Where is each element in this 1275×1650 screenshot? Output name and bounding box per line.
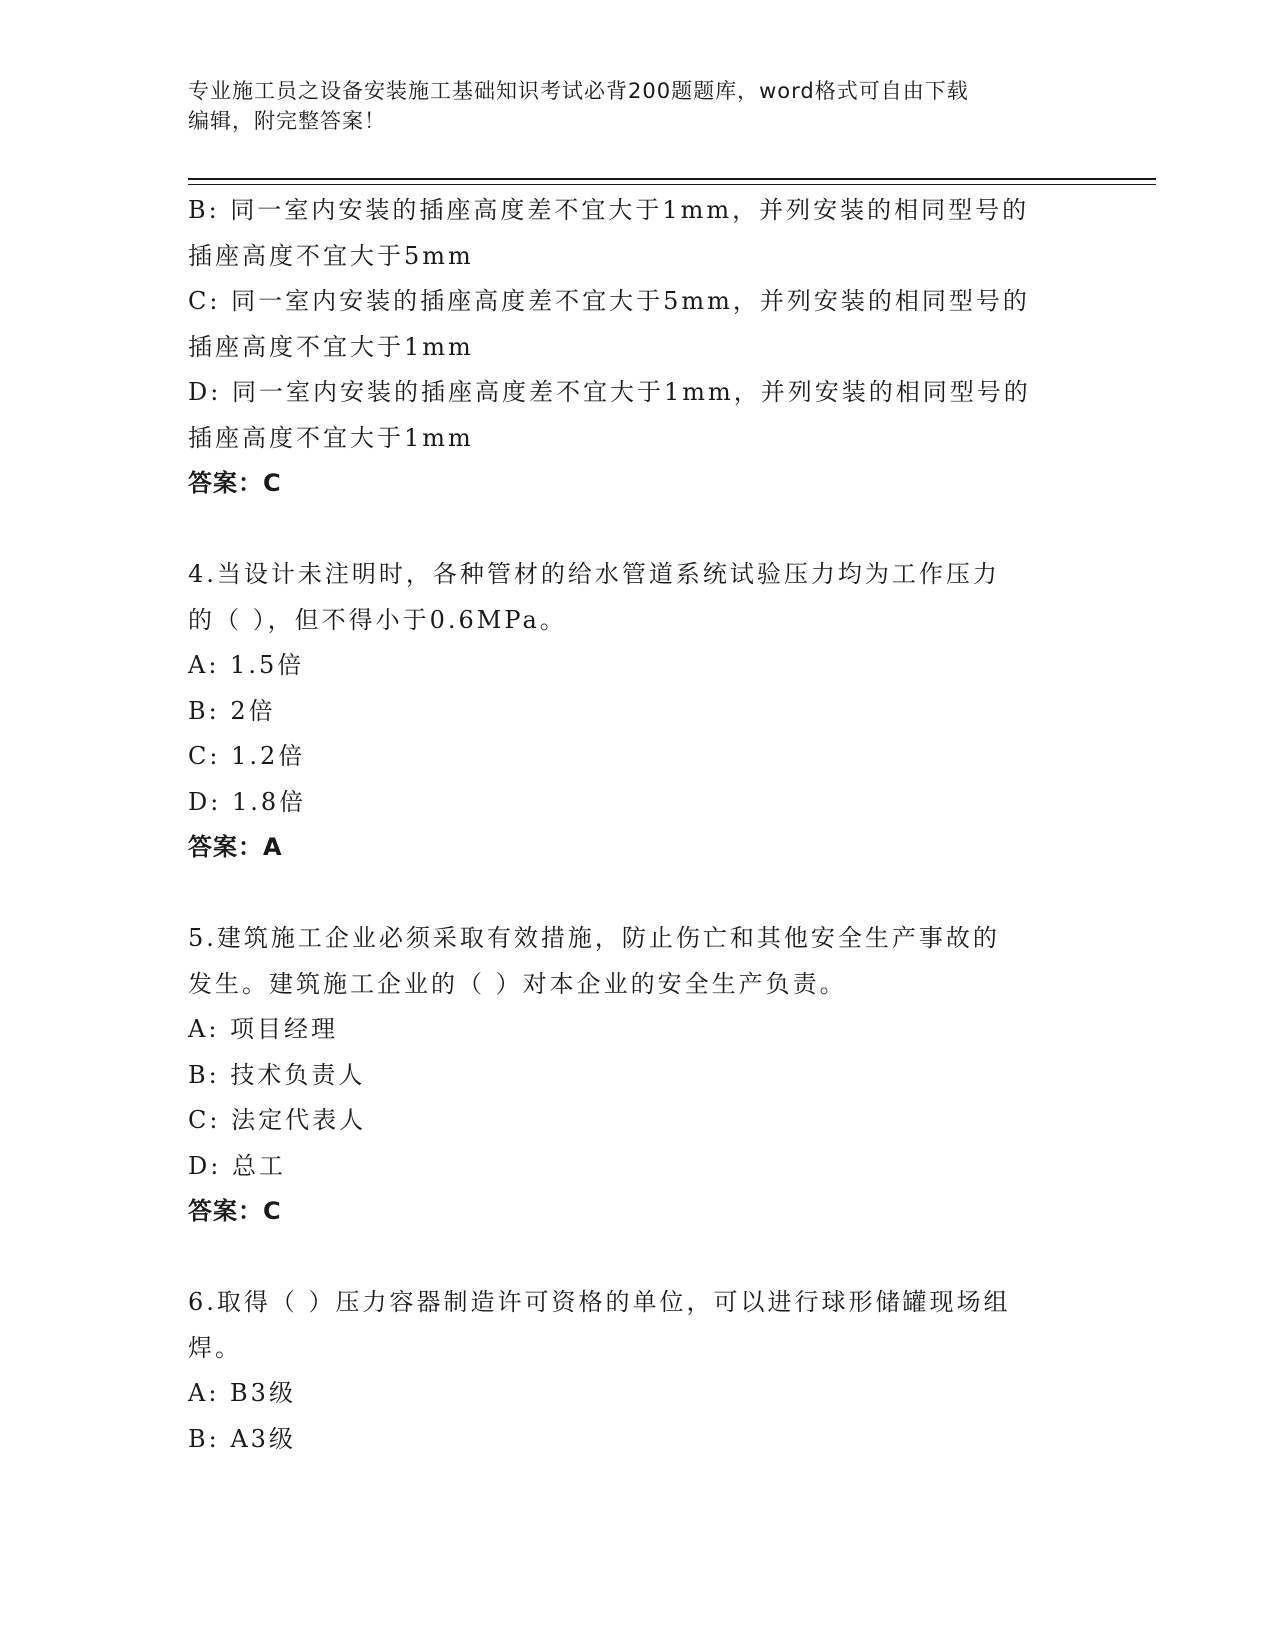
question-text-line-2: 的（ ），但不得小于0.6MPa。 [188,605,567,634]
option-d-line-2: 插座高度不宜大于1mm [188,423,474,452]
question-list [188,188,1088,1462]
answer: 答案：A [188,833,283,861]
option-c: C: 法定代表人 [188,1106,367,1134]
question-text-line-2: 焊。 [188,1333,242,1362]
option-a: A: 项目经理 [188,1015,339,1043]
answer: 答案：C [188,1197,282,1225]
question-5 [188,916,1088,1235]
option-a: A: 1.5倍 [188,651,305,679]
question-6 [188,1280,1088,1462]
header-title-line-1: 专业施工员之设备安装施工基础知识考试必背200题题库，word格式可自由下载 [188,79,969,103]
option-b: B: 2倍 [188,696,276,725]
spacer [188,1235,1088,1281]
spacer [188,871,1088,917]
header-divider-thin [188,184,1156,185]
option-b: B: A3级 [188,1424,296,1453]
question-text-line-1: 5.建筑施工企业必须采取有效措施，防止伤亡和其他安全生产事故的 [188,924,1000,952]
option-d: D: 1.8倍 [188,787,307,816]
option-b-line-2: 插座高度不宜大于5mm [188,241,474,270]
option-c: C: 1.2倍 [188,742,306,770]
spacer [188,507,1088,553]
question-3 [188,188,1088,507]
page-header [188,76,1068,136]
answer: 答案：C [188,469,282,497]
option-d-line-1: D: 同一室内安装的插座高度差不宜大于1mm，并列安装的相同型号的 [188,378,1031,406]
option-d: D: 总工 [188,1151,286,1180]
option-b: B: 技术负责人 [188,1060,366,1089]
option-c-line-1: C: 同一室内安装的插座高度差不宜大于5mm，并列安装的相同型号的 [188,287,1030,315]
header-divider-thick [188,178,1156,180]
option-b-line-1: B: 同一室内安装的插座高度差不宜大于1mm，并列安装的相同型号的 [188,196,1030,224]
question-text-line-2: 发生。建筑施工企业的（ ）对本企业的安全生产负责。 [188,969,847,998]
header-title-line-2: 编辑，附完整答案！ [188,109,386,133]
question-4 [188,552,1088,871]
question-text-line-1: 6.取得（ ）压力容器制造许可资格的单位，可以进行球形储罐现场组 [188,1288,1011,1316]
option-a: A: B3级 [188,1379,296,1407]
question-text-line-1: 4.当设计未注明时，各种管材的给水管道系统试验压力均为工作压力 [188,560,1000,588]
option-c-line-2: 插座高度不宜大于1mm [188,332,474,361]
